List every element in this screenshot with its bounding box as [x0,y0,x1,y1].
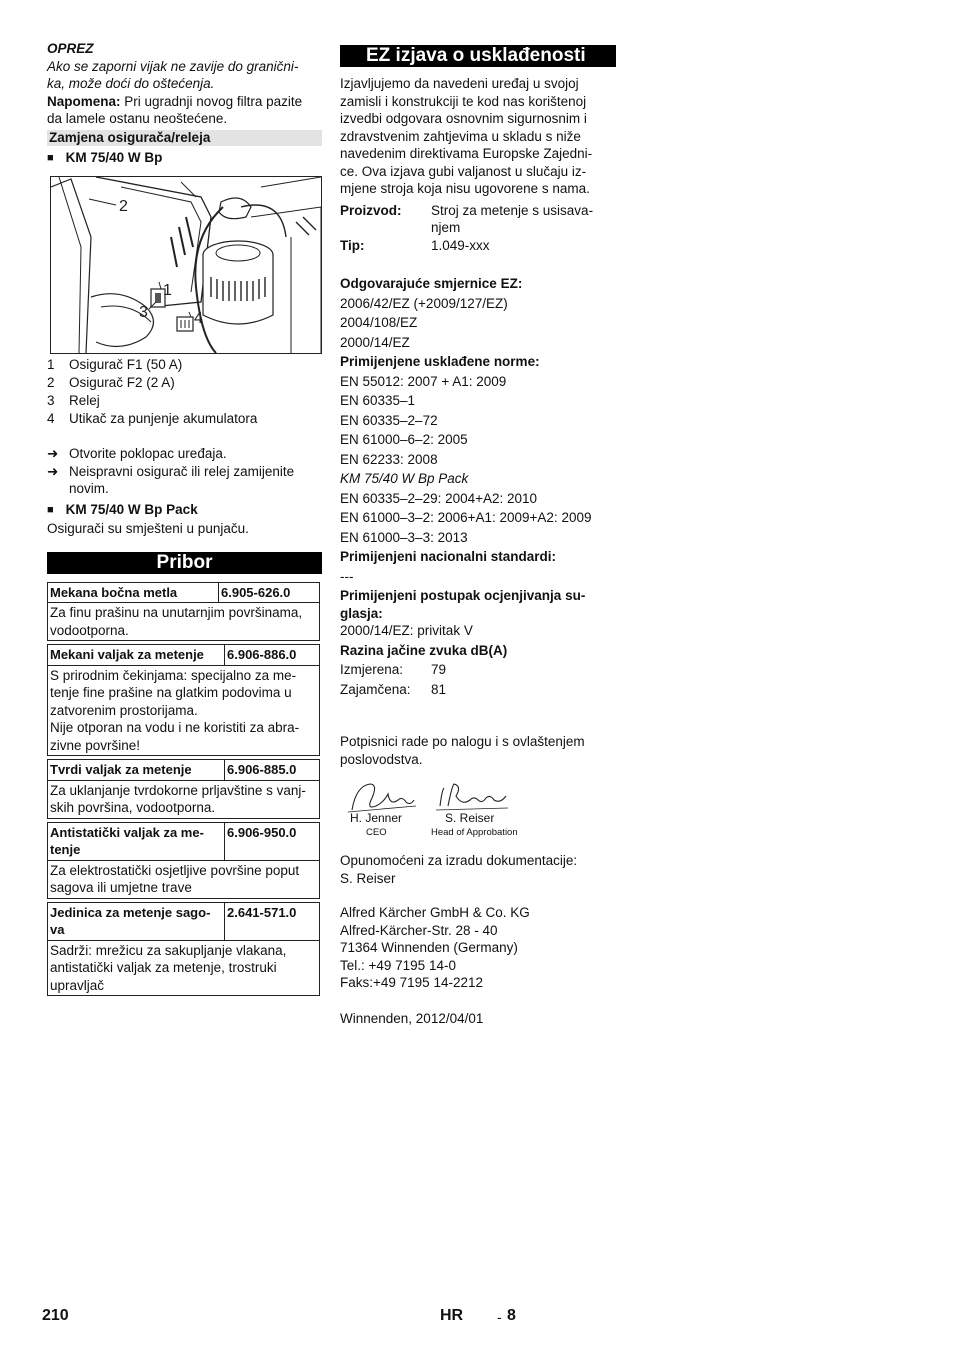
product-row [340,202,616,237]
arrow-icon: ➜ [47,463,59,479]
norm-item: EN 55012: 2007 + A1: 2009 [340,373,507,389]
note-line: da lamele ostanu neoštećene. [47,111,228,126]
desc-line: antistatički valjak za metenje, trostruki [50,960,277,975]
legend-item [47,392,322,410]
authorized-line: Opunomoćeni za izradu dokumentacije: [340,853,578,868]
intro-line: navedenim direktivama Europske Zajedni- [340,146,593,161]
desc-line: skih površina, vodootporna. [50,800,216,815]
desc-line: vodootporna. [50,622,129,638]
intro-line: izvedbi odgovara osnovnim sigurnosnim i [340,111,587,126]
section-page-number: 8 [507,1307,516,1324]
fuses-location-text: Osigurači su smješteni u punjaču. [47,521,249,536]
signatory-2-title: Head of Approbation [431,827,518,838]
type-value: 1.049-xxx [431,237,490,253]
signatories-line: Potpisnici rade po nalogu i s ovlaštenjem [340,734,585,749]
accessory-table [47,644,320,756]
product-label: Proizvod: [340,202,402,218]
norm-item: EN 60335–2–29: 2004+A2: 2010 [340,490,538,506]
authorized-line: S. Reiser [340,870,396,886]
intro-line: zdravstvenim zahtjevima u skladu s niže [340,128,581,144]
signatory-1-name: H. Jenner [350,811,403,825]
sound-level-heading: Razina jačine zvuka dB(A) [340,642,508,658]
step-text-line: Neispravni osigurač ili relej zamijenite [69,463,295,479]
signature-block [340,776,616,838]
arrow-icon: ➜ [47,446,59,461]
accessory-part-number: 6.906-950.0 [225,822,320,860]
legend-number: 4 [47,411,55,426]
accessory-description [48,665,320,756]
figure-legend [47,356,322,428]
model-heading: ■ KM 75/40 W Bp [47,149,322,169]
figure-callout: 2 [119,198,128,215]
legend-item [47,356,322,374]
accessory-name: Mekana bočna metla [48,582,219,603]
accessory-part-number: 6.905-626.0 [219,582,320,603]
directive-item: 2000/14/EZ [340,334,410,350]
intro-line: mjene stroja koja nisu ugovorene s nama. [340,181,590,196]
guaranteed-value: 81 [431,681,447,697]
type-row [340,237,616,255]
directive-item: 2006/42/EZ (+2009/127/EZ) [340,295,508,311]
product-value-line: Stroj za metenje s usisava- [431,202,594,218]
intro-line: zamisli i konstrukciji te kod nas korištenoj [340,93,587,109]
accessory-table [47,759,320,819]
accessory-name: Tvrdi valjak za metenje [48,760,225,781]
left-column [47,40,322,996]
desc-line: upravljač [50,977,105,993]
language-code: HR [440,1307,464,1324]
accessory-description [48,940,320,996]
national-standards-value: --- [340,568,354,584]
step-text [69,463,294,498]
intro-line: ce. Ova izjava gubi valjanost u slučaju iz- [340,163,587,179]
legend-number: 2 [47,375,55,390]
measured-value: 79 [431,662,447,677]
accessory-description [48,860,320,898]
address-line: 71364 Winnenden (Germany) [340,940,518,955]
machine-illustration [51,177,321,353]
signatory-1-title: CEO [366,827,387,838]
fuse-location-figure [50,176,322,354]
subheading: Zamjena osigurača/releja [47,130,322,146]
norm-item: EN 60335–2–72 [340,412,438,428]
desc-line: Za uklanjanje tvrdokorne prljavštine s vanj- [50,782,306,798]
legend-text: Relej [69,393,100,408]
accessory-name: Jedinica za metenje sago- va [48,902,225,940]
desc-line: S prirodnim čekinjama: specijalno za me- [50,667,297,683]
figure-callout: 4 [194,310,203,327]
legend-item [47,374,322,392]
legend-number: 1 [47,357,55,372]
accessory-table [47,582,320,642]
norm-item: EN 61000–6–2: 2005 [340,432,468,447]
type-label: Tip: [340,237,365,253]
norm-item: EN 62233: 2008 [340,451,438,467]
norm-item: EN 61000–3–3: 2013 [340,529,468,545]
norm-item: EN 60335–1 [340,393,416,408]
procedure-heading [340,587,616,622]
desc-line: tenje fine prašine na glatkim podovima u [50,685,292,700]
measured-label: Izmjerena: [340,662,404,677]
note-text: Pri ugradnji novog filtra pazite [120,93,303,109]
accessory-table [47,902,320,997]
address-line: Faks:+49 7195 14-2212 [340,975,483,990]
legend-number: 3 [47,393,55,408]
norm-item: EN 61000–3–2: 2006+A1: 2009+A2: 2009 [340,510,592,525]
guaranteed-label: Zajamčena: [340,681,411,697]
instruction-step [47,463,322,498]
accessory-description [48,603,320,641]
caution-text-line: ka, može doći do oštećenja. [47,76,215,91]
figure-callout: 3 [139,304,148,321]
national-standards-heading: Primijenjeni nacionalni standardi: [340,549,557,564]
measured-row [340,661,616,679]
right-column [340,40,616,1027]
model-heading: ■ KM 75/40 W Bp Pack [47,501,322,521]
guaranteed-row [340,681,616,699]
procedure-heading-line: Primijenjeni postupak ocjenjivanja su- [340,588,586,603]
address-line: Tel.: +49 7195 14-0 [340,957,456,973]
desc-line: Sadrži: mrežicu za sakupljanje vlakana, [50,942,287,958]
product-value-line: njem [431,220,461,235]
legend-text: Osigurač F2 (2 A) [69,375,175,390]
accessory-part-number: 2.641-571.0 [225,902,320,940]
accessory-description [48,780,320,818]
address-line: Alfred Kärcher GmbH & Co. KG [340,905,530,920]
instruction-step [47,445,322,463]
accessory-part-number: 6.906-885.0 [225,760,320,781]
accessory-part-number: 6.906-886.0 [225,645,320,666]
caution-text-line: Ako se zaporni vijak ne zavije do granični- [47,58,299,74]
caution-title: OPREZ [47,41,94,56]
pack-label: KM 75/40 W Bp Pack [340,471,469,486]
signatories-line: poslovodstva. [340,751,423,767]
desc-line: sagova ili umjetne trave [50,880,192,895]
signatory-2-name: S. Reiser [445,811,495,825]
note-label: Napomena: [47,93,121,109]
desc-line: zivne površine! [50,737,141,753]
address-line: Alfred-Kärcher-Str. 28 - 40 [340,922,498,938]
desc-line: zatvorenim prostorijama. [50,702,198,718]
step-text-line: novim. [69,481,109,496]
desc-line: Za finu prašinu na unutarnjim površinama, [50,605,303,620]
desc-line: Nije otporan na vodu i ne koristiti za abra- [50,720,300,735]
norms-heading: Primijenjene usklađene norme: [340,354,540,369]
accessory-name: Antistatički valjak za me- tenje [48,822,225,860]
figure-callout: 1 [163,282,172,299]
intro-line: Izjavljujemo da navedeni uređaj u svojoj [340,76,579,91]
declaration-heading: EZ izjava o usklađenosti [340,45,616,67]
note-line [47,93,322,111]
place-date: Winnenden, 2012/04/01 [340,1010,484,1026]
declaration-intro [340,75,616,198]
directives-heading: Odgovarajuće smjernice EZ: [340,276,523,291]
step-text: Otvorite poklopac uređaja. [69,446,227,461]
accessory-name: Mekani valjak za metenje [48,645,225,666]
product-value [431,202,593,237]
procedure-value: 2000/14/EZ: privitak V [340,623,473,638]
accessory-table [47,822,320,899]
directive-item: 2004/108/EZ [340,315,418,330]
legend-text: Osigurač F1 (50 A) [69,357,183,372]
accessories-heading: Pribor [47,552,322,574]
legend-item [47,410,322,428]
desc-line: Za elektrostatički osjetljive površine poput [50,862,300,878]
company-address [340,904,616,992]
procedure-heading-line: glasja: [340,605,383,621]
page-number: 210 [42,1307,69,1324]
footer-separator: - [497,1309,502,1325]
legend-text: Utikač za punjenje akumulatora [69,411,258,426]
